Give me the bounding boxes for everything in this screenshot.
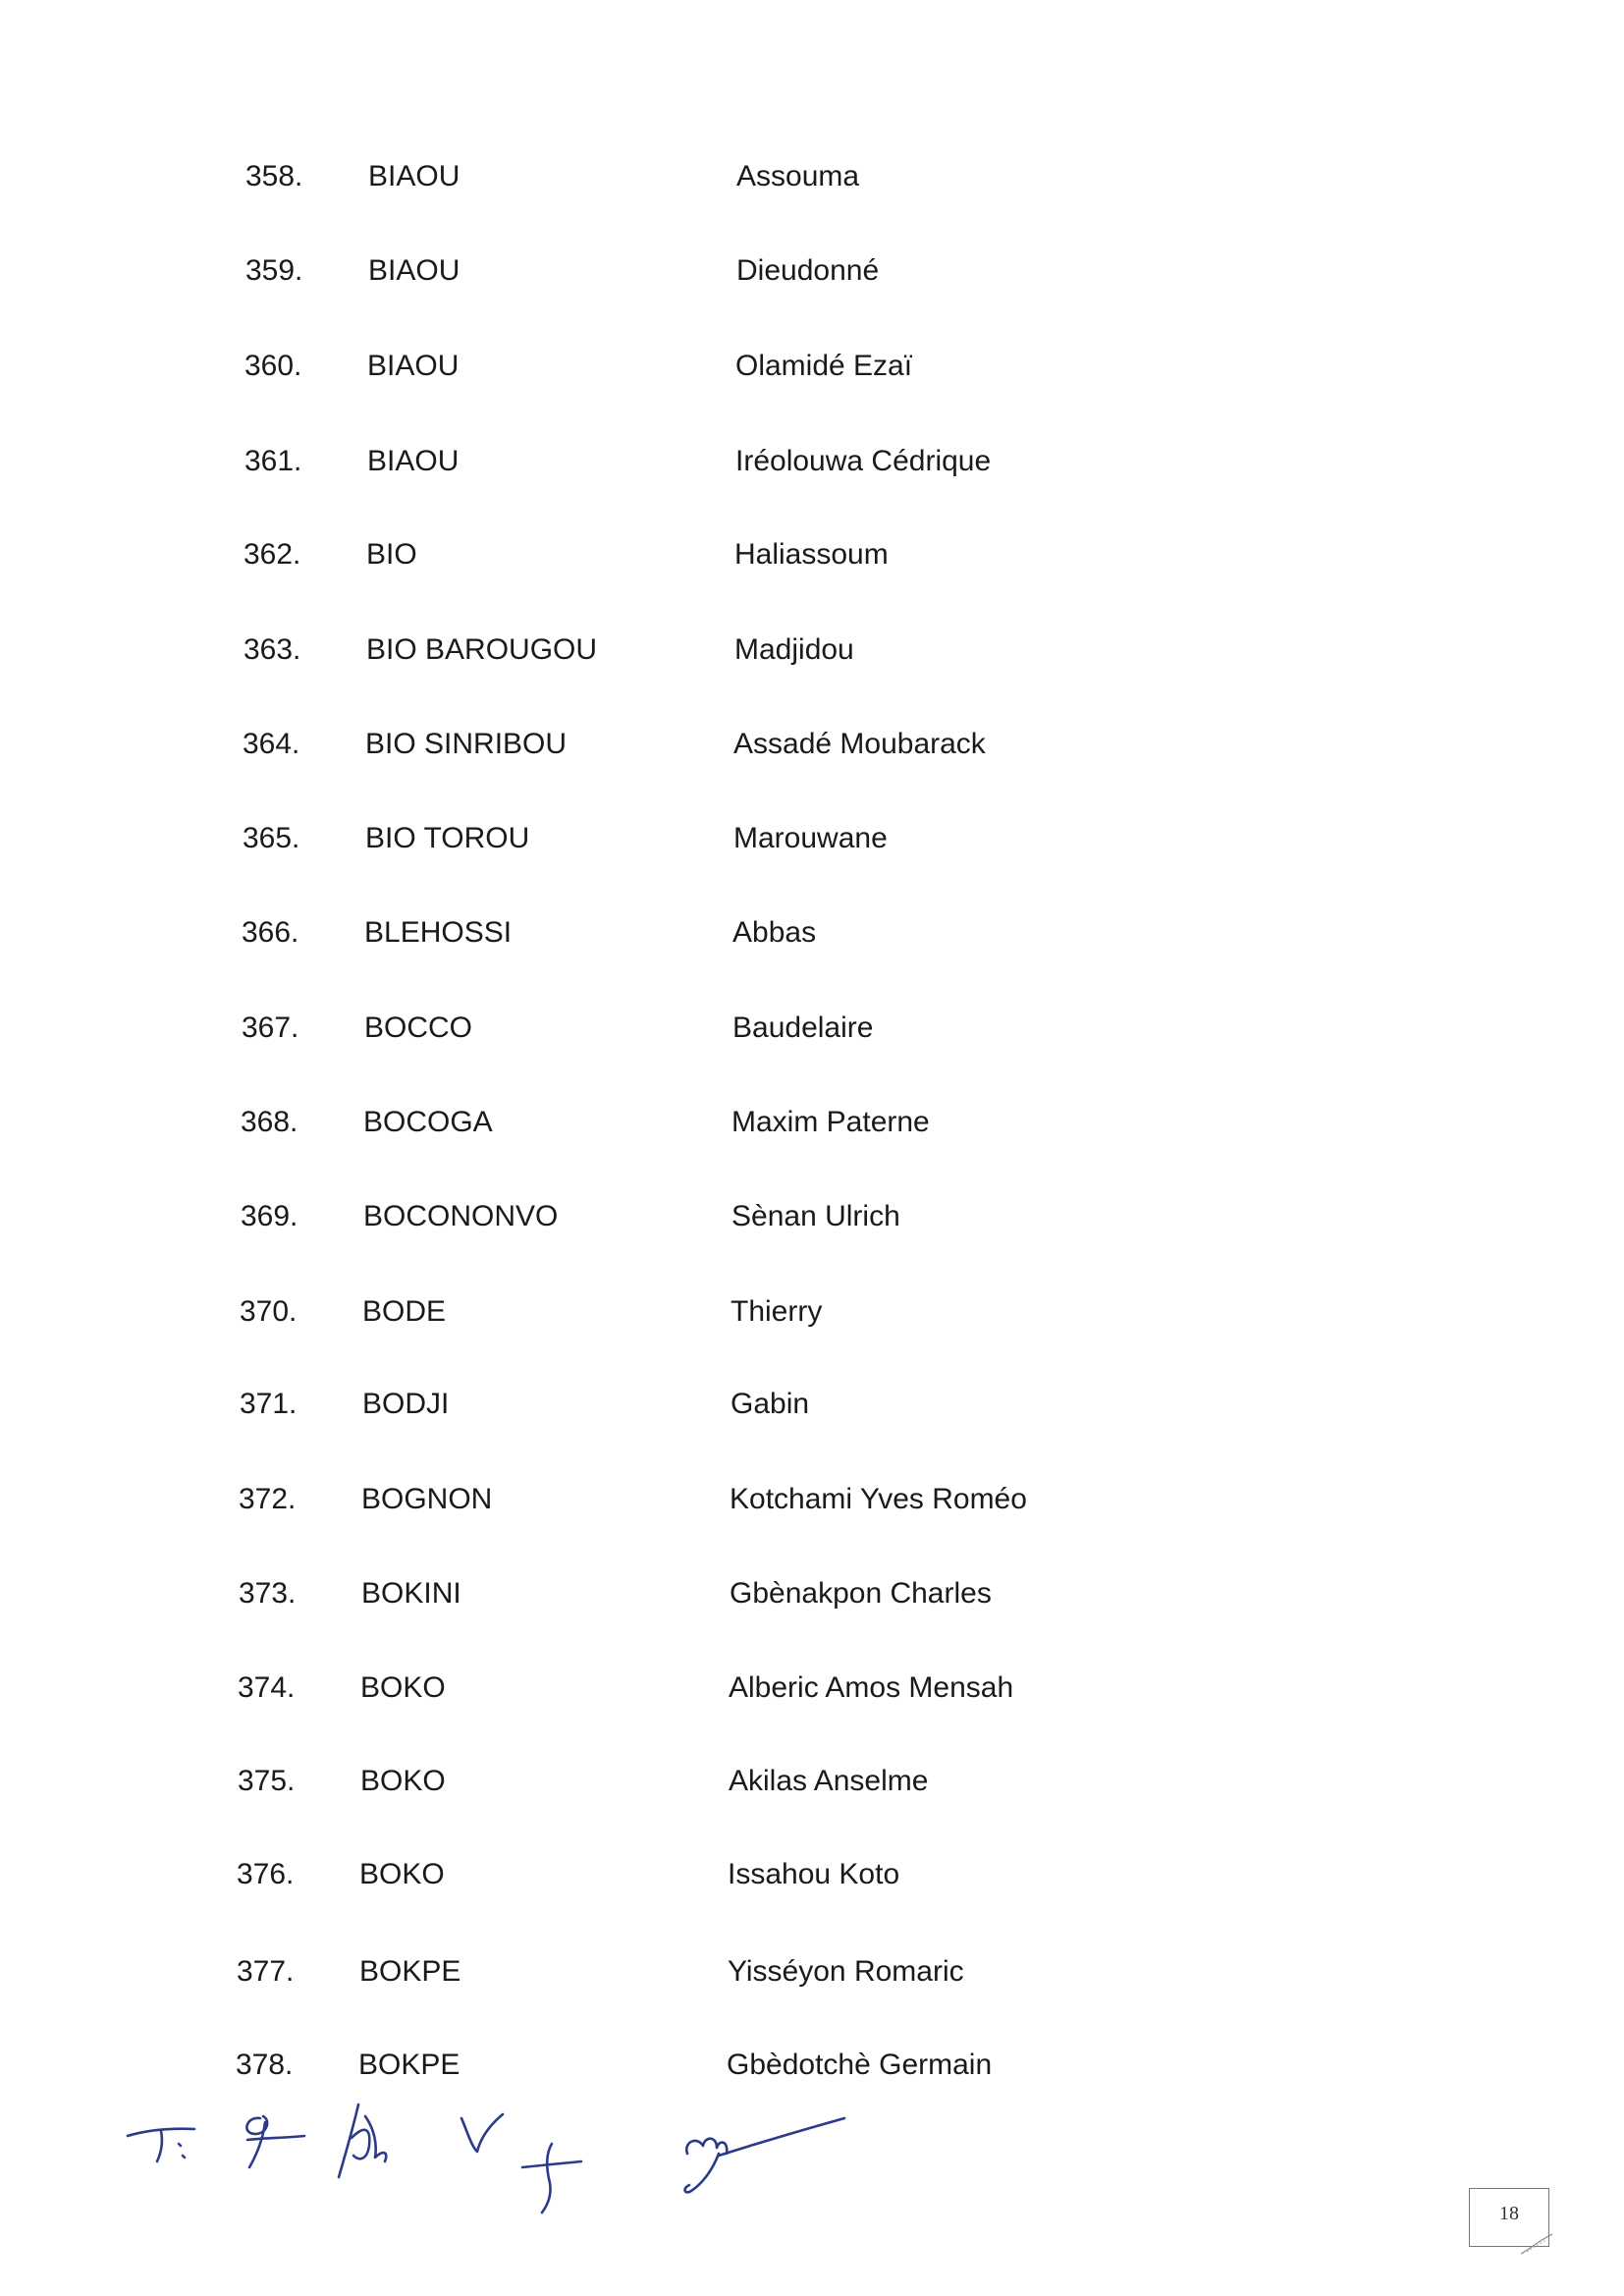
first-name: Akilas Anselme [729, 1765, 929, 1797]
entry-number: 360. [244, 350, 302, 382]
last-name: BOKO [360, 1765, 446, 1797]
entry-number: 375. [238, 1765, 296, 1797]
last-name: BIAOU [367, 445, 460, 477]
first-name: Haliassoum [734, 538, 889, 571]
entry-number: 373. [239, 1577, 297, 1610]
first-name: Baudelaire [732, 1011, 874, 1044]
last-name: BIAOU [368, 160, 460, 192]
first-name: Yisséyon Romaric [728, 1955, 964, 1988]
list-item [236, 2046, 1218, 2085]
first-name: Marouwane [733, 822, 888, 854]
first-name: Sènan Ulrich [731, 1200, 900, 1232]
entry-number: 372. [239, 1483, 297, 1515]
list-item [243, 725, 1224, 764]
entry-number: 369. [241, 1200, 298, 1232]
entry-number: 378. [236, 2049, 294, 2081]
list-item [245, 157, 1227, 196]
last-name: BIAOU [367, 350, 460, 382]
last-name: BIO SINRIBOU [365, 728, 568, 760]
first-name: Assouma [736, 160, 860, 192]
entry-number: 367. [242, 1011, 299, 1044]
list-item [238, 1668, 1219, 1708]
first-name: Dieudonné [736, 254, 880, 287]
entry-number: 374. [238, 1671, 296, 1704]
last-name: BOCCO [364, 1011, 473, 1044]
first-name: Assadé Moubarack [733, 728, 986, 760]
last-name: BOKO [359, 1858, 445, 1890]
list-item [237, 1855, 1218, 1894]
list-item [244, 630, 1225, 670]
first-name: Alberic Amos Mensah [729, 1671, 1014, 1704]
last-name: BODJI [362, 1388, 450, 1420]
entry-number: 365. [243, 822, 300, 854]
first-name: Gabin [731, 1388, 810, 1420]
entry-number: 376. [237, 1858, 295, 1890]
entry-number: 366. [242, 916, 299, 949]
list-item [238, 1762, 1219, 1801]
first-name: Gbènakpon Charles [730, 1577, 992, 1610]
last-name: BIO BAROUGOU [366, 633, 598, 666]
last-name: BOCOGA [363, 1106, 493, 1138]
list-item [244, 347, 1226, 386]
last-name: BOKPE [358, 2049, 460, 2081]
entry-number: 377. [237, 1955, 295, 1988]
first-name: Thierry [731, 1295, 823, 1328]
list-item [239, 1574, 1220, 1613]
last-name: BLEHOSSI [364, 916, 513, 949]
list-item [237, 1952, 1218, 1992]
list-item [245, 251, 1227, 291]
entry-number: 362. [244, 538, 301, 571]
entry-number: 358. [245, 160, 303, 192]
last-name: BIO TOROU [365, 822, 530, 854]
entry-number: 363. [244, 633, 301, 666]
first-name: Kotchami Yves Roméo [730, 1483, 1027, 1515]
list-item [244, 442, 1226, 481]
last-name: BOKINI [361, 1577, 461, 1610]
last-name: BOGNON [361, 1483, 493, 1515]
list-item [243, 819, 1224, 858]
list-item [239, 1480, 1220, 1519]
entry-number: 370. [240, 1295, 298, 1328]
entry-number: 359. [245, 254, 303, 287]
entry-number: 371. [240, 1388, 298, 1420]
first-name: Gbèdotchè Germain [727, 2049, 993, 2081]
last-name: BOCONONVO [363, 1200, 559, 1232]
list-item [242, 913, 1223, 953]
list-item [244, 535, 1225, 574]
first-name: Issahou Koto [728, 1858, 900, 1890]
entry-number: 368. [241, 1106, 298, 1138]
first-name: Abbas [732, 916, 817, 949]
entry-number: 364. [243, 728, 300, 760]
list-item [242, 1009, 1223, 1048]
page-number: 18 [1499, 2203, 1519, 2224]
first-name: Maxim Paterne [731, 1106, 930, 1138]
list-item [240, 1385, 1221, 1424]
first-name: Iréolouwa Cédrique [735, 445, 992, 477]
last-name: BODE [362, 1295, 447, 1328]
list-item [241, 1103, 1222, 1142]
last-name: BIAOU [368, 254, 460, 287]
page-curl-icon [1519, 2230, 1554, 2256]
list-item [241, 1197, 1222, 1236]
last-name: BOKO [360, 1671, 446, 1704]
entry-number: 361. [244, 445, 302, 477]
first-name: Olamidé Ezaï [735, 350, 913, 382]
page-number-box [1469, 2188, 1549, 2247]
last-name: BIO [366, 538, 417, 571]
first-name: Madjidou [734, 633, 854, 666]
handwritten-initials [118, 2097, 864, 2214]
list-item [240, 1292, 1221, 1332]
last-name: BOKPE [359, 1955, 461, 1988]
